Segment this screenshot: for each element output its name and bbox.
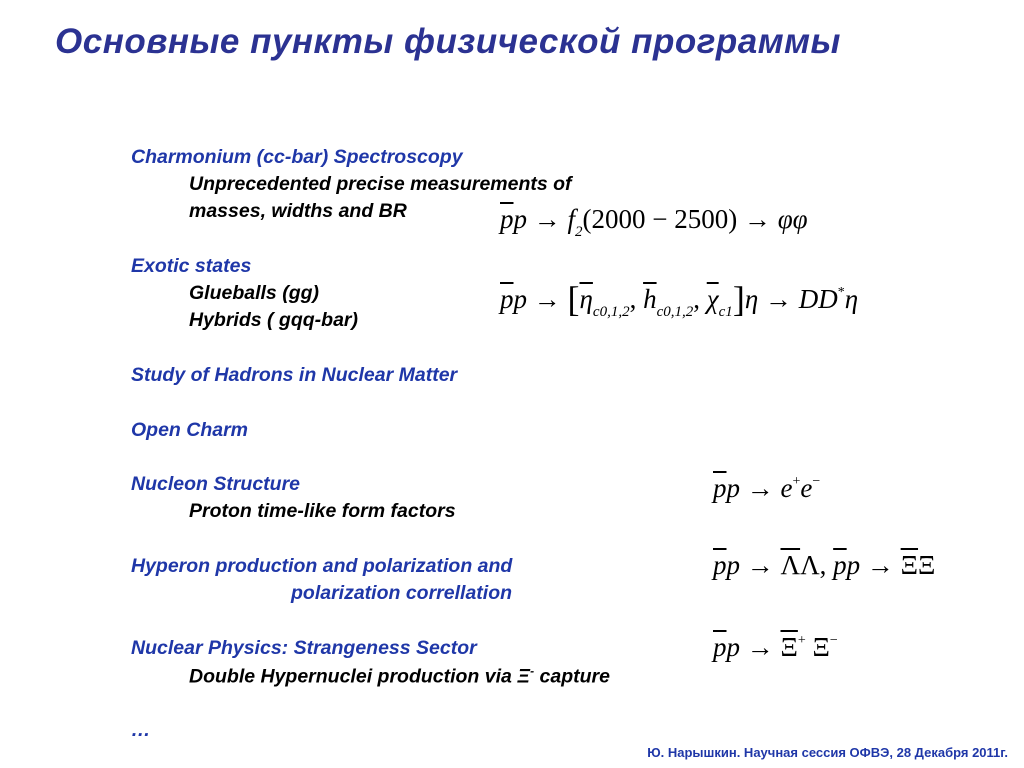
formula-xi-xi: $\overline{p}p \to \overline{\Xi}^+$ Ξ− — [713, 632, 838, 662]
charmonium-detail-1: Unprecedented precise measurements of — [189, 173, 572, 195]
section-hyperon: Hyperon production and polarization and — [131, 555, 513, 577]
nuclear-detail: Double Hypernuclei production via Ξ- capture — [189, 664, 610, 688]
section-open-charm: Open Charm — [131, 419, 249, 441]
section-hyperon-cont: polarization correllation — [291, 582, 513, 604]
section-charmonium: Charmonium (cc-bar) Spectroscopy — [131, 146, 463, 168]
page-title: Основные пункты физической программы — [55, 22, 841, 61]
formula-lambda-xi: $\overline{p}p \to \overline{\Lambda}\Lambda$, $\overline{p}p \to \overline{\Xi}\Xi$ — [713, 550, 936, 580]
nucleon-detail: Proton time-like form factors — [189, 500, 456, 522]
section-hadrons: Study of Hadrons in Nuclear Matter — [131, 364, 458, 386]
section-exotic: Exotic states — [131, 255, 252, 277]
formula-ee: $\overline{p}p \to e^+e^-$ — [713, 473, 821, 503]
exotic-detail-1: Glueballs (gg) — [189, 282, 320, 304]
formula-f2-phiphi: $\overline{p}p \to f_2(2000 - 2500) \to \varphi\varphi$ — [500, 204, 808, 240]
section-nucleon: Nucleon Structure — [131, 473, 301, 495]
footer: Ю. Нарышкин. Научная сессия ОФВЭ, 28 Декабря 2011г. — [647, 745, 1008, 760]
ellipsis: … — [131, 719, 151, 741]
formula-charmonium-DDeta: $\overline{p}p \to [\overline{\eta}_{c0,1,2}$, $\overline{h}_{c0,1,2}$, $\overline{\chi}_{c1}]\eta \to DD^*\eta$ — [500, 279, 859, 320]
exotic-detail-2: Hybrids ( gqq-bar) — [189, 309, 358, 331]
section-nuclear: Nuclear Physics: Strangeness Sector — [131, 637, 477, 659]
charmonium-detail-2: masses, widths and BR — [189, 200, 407, 222]
